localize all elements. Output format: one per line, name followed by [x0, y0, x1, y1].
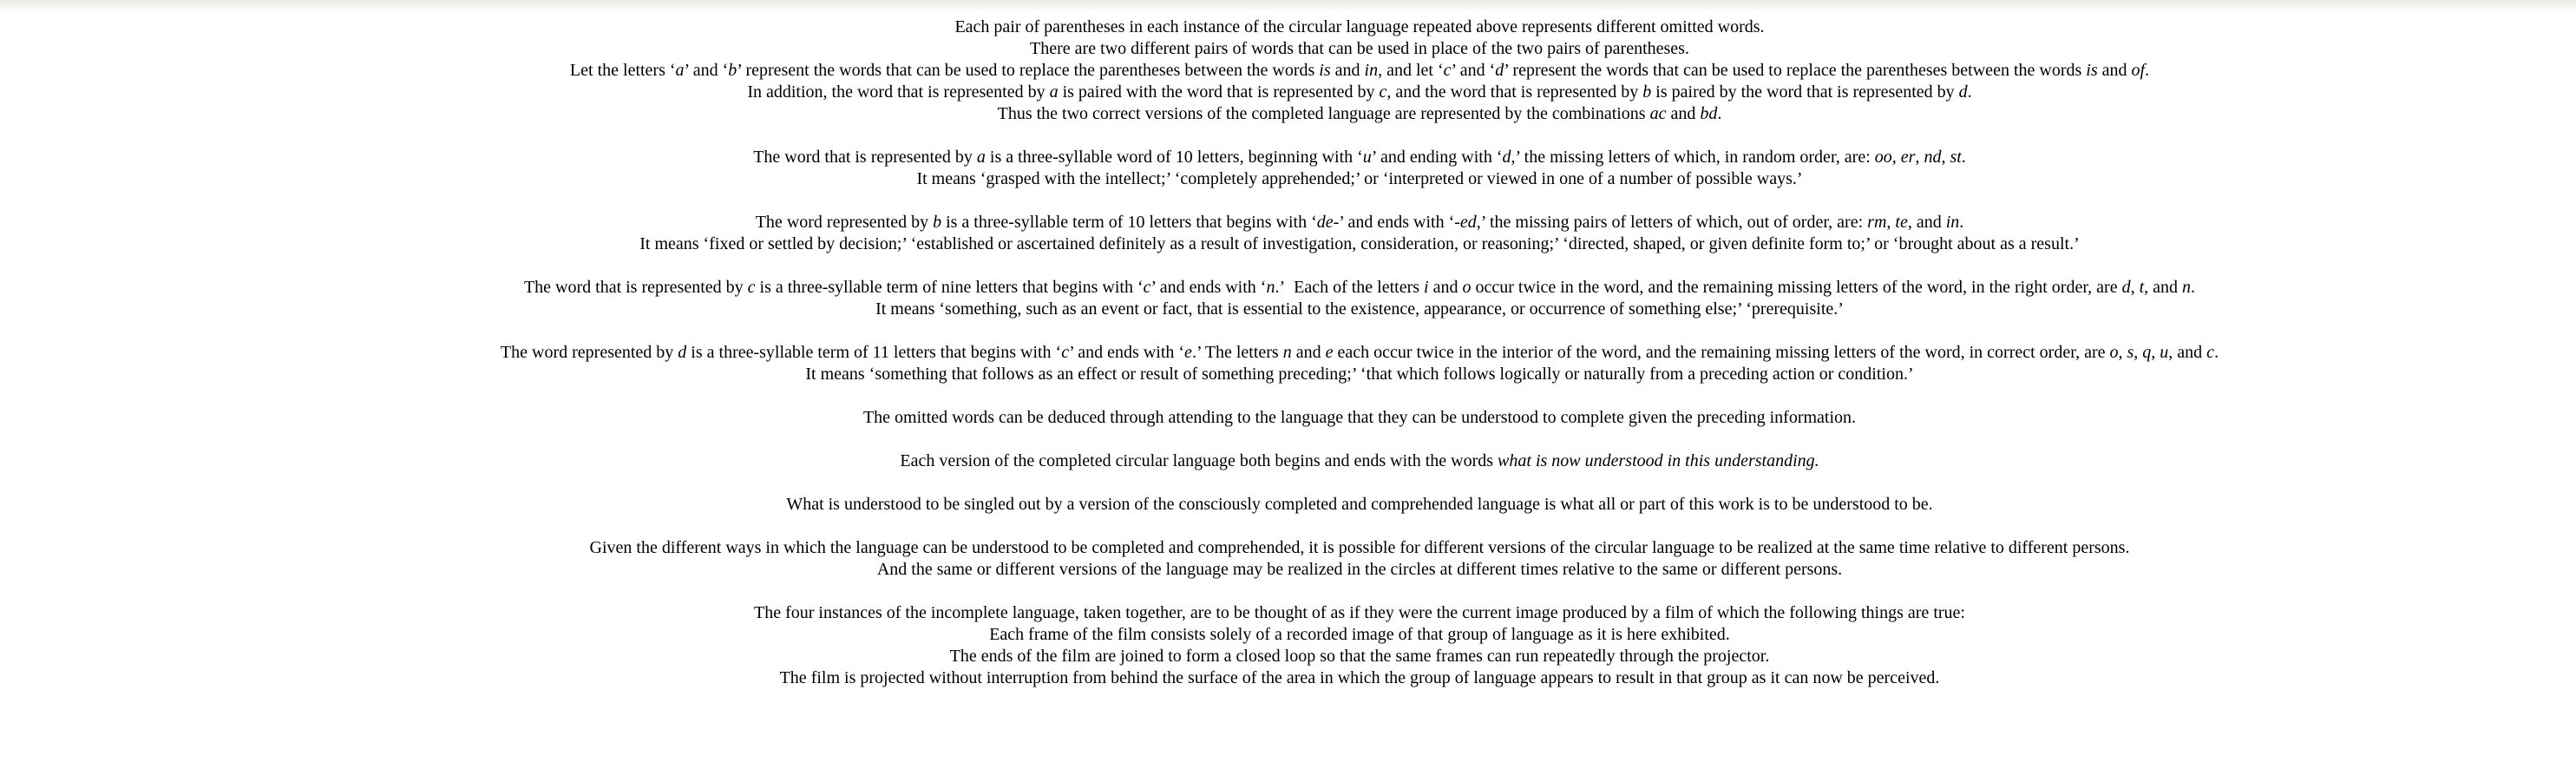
text-line: Given the different ways in which the language can be understood to be completed and comprehended, it is possible for different versions of the circular language to be realized at the same time relative to different persons.: [589, 538, 2130, 557]
text-line: Thus the two correct versions of the completed language are represented by the combinations ac and bd.: [997, 104, 1722, 123]
paragraph: [143, 342, 2576, 385]
text-line: The word that is represented by c is a three-syllable term of nine letters that begins with ‘c’ and ends with ‘n.’ Each of the letters i and o occur twice in the word, and the remaining missing letters of the word, in the right order, are d, t, and n.: [523, 278, 2196, 297]
text-line: What is understood to be singled out by a version of the consciously completed and comprehended language is what all or part of this work is to be understood to be.: [786, 495, 1933, 514]
text-line: Let the letters ‘a’ and ‘b’ represent the words that can be used to replace the parentheses between the words is and in, and let ‘c’ and ‘d’ represent the words that can be used to replace the parentheses between the words is and of.: [569, 61, 2150, 80]
text-line: Each frame of the film consists solely of a recorded image of that group of language as it is here exhibited.: [989, 625, 1730, 644]
paragraph: [143, 537, 2576, 581]
text-line: Each version of the completed circular language both begins and ends with the words what is now understood in this understanding.: [900, 451, 1819, 470]
text-line: It means ‘fixed or settled by decision;’ ‘established or ascertained definitely as a result of investigation, consideration, or reasoning;’ ‘directed, shaped, or given definite form to;’ or ‘brought about as a result.’: [639, 234, 2080, 253]
text-line: It means ‘grasped with the intellect;’ ‘completely apprehended;’ or ‘interpreted or viewed in one of a number of possible ways.’: [916, 169, 1803, 188]
text-line: The four instances of the incomplete language, taken together, are to be thought of as if they were the current image produced by a film of which the following things are true:: [754, 603, 1965, 622]
text-line: There are two different pairs of words that can be used in place of the two pairs of parentheses.: [1030, 39, 1689, 58]
document-text: [143, 0, 2576, 689]
text-line: The word represented by d is a three-syllable term of 11 letters that begins with ‘c’ and ends with ‘e.’ The letters n and e each occur twice in the interior of the word, and the remaining missing letters of the word, in correct order, are o, s, q, u, and c.: [500, 343, 2219, 362]
text-line: The word represented by b is a three-syllable term of 10 letters that begins with ‘de-’ and ends with ‘-ed,’ the missing pairs of letters of which, out of order, are: rm, te, and in.: [755, 213, 1964, 232]
text-line: In addition, the word that is represented by a is paired with the word that is represented by c, and the word that is represented by b is paired by the word that is represented by d.: [747, 82, 1972, 102]
text-line: The omitted words can be deduced through attending to the language that they can be understood to complete given the preceding information.: [862, 408, 1857, 427]
text-line: It means ‘something that follows as an effect or result of something preceding;’ ‘that which follows logically or naturally from a preceding action or condition.’: [805, 365, 1914, 384]
text-line: The ends of the film are joined to form a closed loop so that the same frames can run repeatedly through the projector.: [949, 647, 1770, 666]
paragraph: [143, 494, 2576, 516]
paragraph: [143, 147, 2576, 190]
paragraph: [143, 16, 2576, 125]
text-line: The word that is represented by a is a three-syllable word of 10 letters, beginning with ‘u’ and ending with ‘d,’ the missing letters of which, in random order, are: oo, er, nd, st.: [753, 148, 1966, 167]
text-line: And the same or different versions of the language may be realized in the circles at different times relative to the same or different persons.: [876, 560, 1843, 579]
paragraph: [143, 407, 2576, 429]
text-line: Each pair of parentheses in each instance of the circular language repeated above represents different omitted words.: [954, 17, 1765, 36]
paragraph: [143, 212, 2576, 255]
paragraph: [143, 277, 2576, 320]
paragraph: [143, 602, 2576, 689]
text-line: The film is projected without interruption from behind the surface of the area in which the group of language appears to result in that group as it can now be perceived.: [779, 668, 1940, 687]
text-line: It means ‘something, such as an event or fact, that is essential to the existence, appearance, or occurrence of something else;’ ‘prerequisite.’: [875, 299, 1844, 319]
paragraph: [143, 450, 2576, 472]
